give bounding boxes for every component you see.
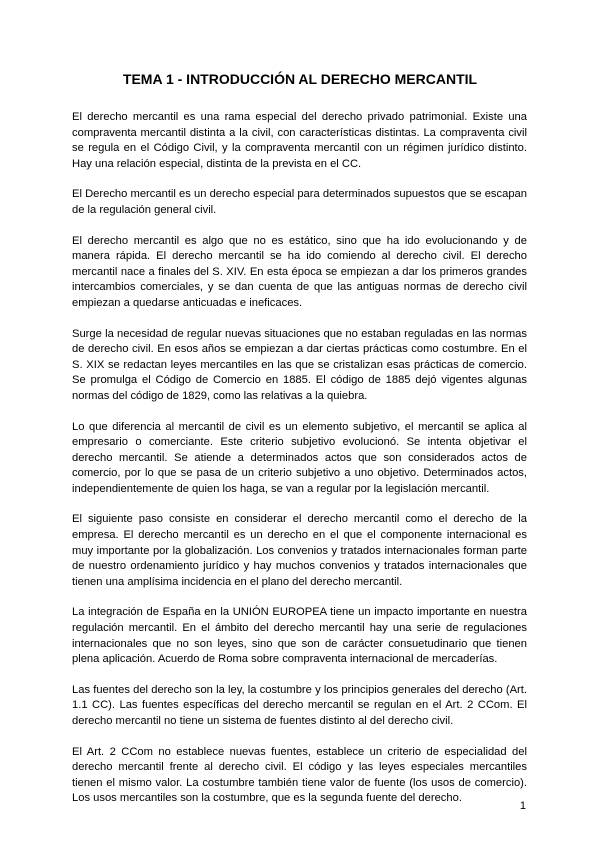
paragraph-4: Surge la necesidad de regular nuevas situaciones que no estaban reguladas en las normas de derecho civil. En esos años se empiezan a dar ciertas prácticas como costumbre. En el S. XIX se redactan leyes mercantiles en las que se cristalizan esas prácticas de comercio. Se promulga el Código de Comercio en 1885. El código de 1885 dejó vigentes algunas normas del código de 1829, como las relativas a la quiebra. xyxy=(72,327,527,402)
paragraph-7: La integración de España en la UNIÓN EUROPEA tiene un impacto importante en nuestra regulación mercantil. En el ámbito del derecho mercantil hay una serie de regulaciones internacionales que no son leyes, sino que son de carácter consuetudinario que tienen plena aplicación. Acuerdo de Roma sobre compraventa internacional de mercaderías. xyxy=(72,606,527,666)
paragraph-2: El Derecho mercantil es un derecho especial para determinados supuestos que se escapan de la regulación general civil. xyxy=(72,188,527,216)
paragraph-1: El derecho mercantil es una rama especial del derecho privado patrimonial. Existe una compraventa mercantil distinta a la civil, con características distintas. La compraventa civil se regula en el Código Civil, y la compraventa mercantil con un régimen jurídico distinto. Hay una relación especial, distinta de la prevista en el CC. xyxy=(72,111,527,170)
paragraph-5: Lo que diferencia al mercantil de civil es un elemento subjetivo, el mercantil se aplica al empresario o comerciante. Este criterio subjetivo evolucionó. Se intenta objetivar el derecho mercantil. Se atiende a determinados actos que son considerados actos de comercio, por lo que se pasa de un criterio subjetivo a uno objetivo. Determinados actos, independientemente de quien los haga, se van a regular por la legislación mercantil. xyxy=(72,420,527,495)
page-title: TEMA 1 - INTRODUCCIÓN AL DERECHO MERCANTIL xyxy=(122,71,478,87)
paragraph-9: El Art. 2 CCom no establece nuevas fuentes, establece un criterio de especialidad del derecho mercantil frente al derecho civil. El código y las leyes especiales mercantiles tienen el mismo valor. La costumbre también tiene valor de fuente (los usos de comercio). Los usos mercantiles son la costumbre, que es la segunda fuente del derecho. xyxy=(72,745,527,805)
paragraph-8: Las fuentes del derecho son la ley, la costumbre y los principios generales del derecho (Art. 1.1 CC). Las fuentes específicas del derecho mercantil se regulan en el Art. 2 CCom. El derecho mercantil no tiene un sistema de fuentes distinto al del derecho civil. xyxy=(72,683,527,727)
document-body xyxy=(72,110,527,822)
paragraph-6: El siguiente paso consiste en considerar el derecho mercantil como el derecho de la empresa. El derecho mercantil es un derecho en el que el componente internacional es muy importante por la globalización. Los convenios y tratados internacionales forman parte de nuestro ordenamiento jurídico y hay muchos convenios y tratados internacionales que tienen una amplísima incidencia en el plano del derecho mercantil. xyxy=(72,513,527,588)
page-number: 1 xyxy=(519,800,526,812)
paragraph-3: El derecho mercantil es algo que no es estático, sino que ha ido evolucionando y de manera rápida. El derecho mercantil se ha ido comiendo al derecho civil. El derecho mercantil nace a finales del S. XIV. En esta época se empiezan a dar los primeros grandes intercambios comerciales, y se dan cuenta de que las antiguas normas de derecho civil empiezan a quedarse anticuadas e ineficaces. xyxy=(72,234,527,309)
